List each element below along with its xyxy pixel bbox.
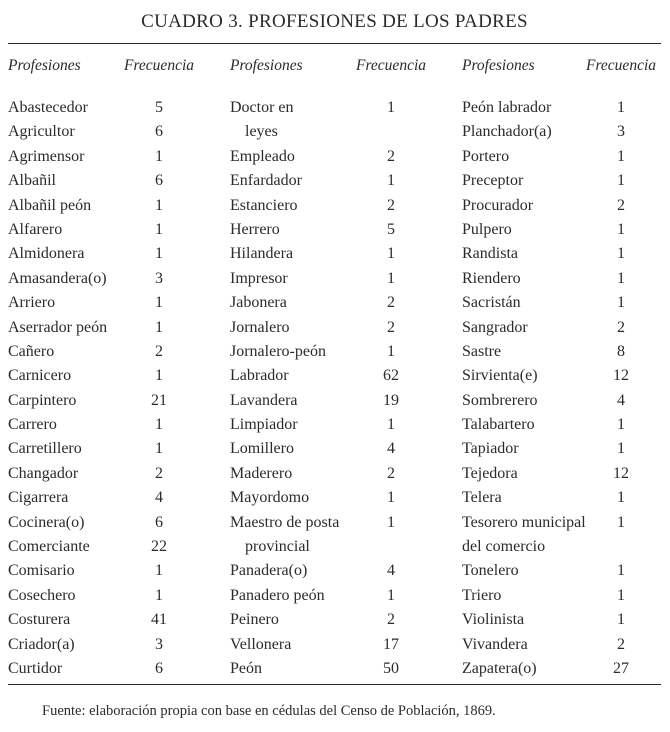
profession-cell: Almidonera	[8, 245, 85, 263]
table-row	[230, 242, 432, 266]
profession-cell: Tesorero municipal	[462, 513, 586, 531]
profession-cell: Agrimensor	[8, 147, 85, 165]
profession-cell: Sacristán	[462, 294, 521, 312]
table-row	[8, 218, 200, 242]
table-row	[8, 242, 200, 266]
profession-cell: Mayordomo	[230, 489, 310, 507]
table-row	[8, 169, 200, 193]
frequency-cell: 1	[617, 245, 625, 263]
profession-cell: leyes	[245, 123, 278, 141]
table-row	[230, 145, 432, 169]
table-row	[8, 437, 200, 461]
frequency-cell: 1	[617, 611, 625, 629]
profession-cell: Planchador(a)	[462, 123, 552, 141]
frequency-cell: 1	[617, 269, 625, 287]
frequency-cell: 1	[155, 586, 163, 604]
table-row	[230, 267, 432, 291]
frequency-cell: 3	[155, 269, 163, 287]
frequency-cell: 1	[387, 489, 395, 507]
table-column-group-3	[462, 96, 662, 681]
frequency-cell: 6	[155, 659, 163, 677]
professions-header: Profesiones	[8, 57, 81, 74]
table-row	[8, 389, 200, 413]
table-row	[462, 657, 662, 681]
table-row	[230, 389, 432, 413]
frequency-cell: 50	[383, 659, 399, 677]
profession-cell: Sirvienta(e)	[462, 367, 538, 385]
profession-cell: Zapatera(o)	[462, 659, 537, 677]
header-group-3	[462, 56, 662, 76]
frequency-cell: 2	[155, 464, 163, 482]
table-row	[462, 511, 662, 535]
frequency-header: Frecuencia	[356, 57, 426, 74]
bottom-rule	[8, 684, 661, 685]
profession-cell: Hilandera	[230, 245, 294, 263]
profession-cell: Impresor	[230, 269, 288, 287]
frequency-cell: 21	[151, 391, 167, 409]
frequency-cell: 62	[383, 367, 399, 385]
table-row	[8, 413, 200, 437]
frequency-cell: 1	[617, 513, 625, 531]
table-row	[462, 194, 662, 218]
profession-cell: Tejedora	[462, 464, 518, 482]
table-row	[230, 120, 432, 144]
profession-cell: Empleado	[230, 147, 295, 165]
profession-cell: Sangrador	[462, 318, 528, 336]
frequency-cell: 2	[617, 196, 625, 214]
profession-cell: Carrero	[8, 416, 57, 434]
profession-cell: Vivandera	[462, 635, 528, 653]
frequency-cell: 4	[387, 440, 395, 458]
table-row	[8, 511, 200, 535]
frequency-cell: 1	[155, 245, 163, 263]
professions-header: Profesiones	[230, 57, 303, 74]
profession-cell: Costurera	[8, 611, 71, 629]
table-row	[462, 96, 662, 120]
profession-cell: Triero	[462, 586, 502, 604]
table-row	[230, 608, 432, 632]
frequency-cell: 2	[387, 318, 395, 336]
profession-cell: Carretillero	[8, 440, 82, 458]
frequency-cell: 2	[387, 464, 395, 482]
frequency-cell: 3	[155, 635, 163, 653]
frequency-cell: 2	[387, 196, 395, 214]
table-row	[462, 535, 662, 559]
profession-cell: Riendero	[462, 269, 521, 287]
profession-cell: Telera	[462, 489, 502, 507]
profession-cell: Labrador	[230, 367, 289, 385]
profession-cell: Limpiador	[230, 416, 298, 434]
table-row	[462, 364, 662, 388]
frequency-cell: 4	[155, 489, 163, 507]
profession-cell: Cañero	[8, 342, 55, 360]
profession-cell: Randista	[462, 245, 518, 263]
table-row	[230, 194, 432, 218]
profession-cell: Curtidor	[8, 659, 63, 677]
frequency-cell: 1	[155, 196, 163, 214]
profession-cell: Peón labrador	[462, 99, 552, 116]
profession-cell: Jornalero-peón	[230, 342, 326, 360]
table-row	[8, 364, 200, 388]
table-row	[230, 511, 432, 535]
frequency-cell: 12	[613, 367, 629, 385]
table-row	[230, 559, 432, 583]
frequency-cell: 2	[387, 611, 395, 629]
frequency-cell: 12	[613, 464, 629, 482]
table-row	[462, 169, 662, 193]
profession-cell: Carnicero	[8, 367, 72, 385]
frequency-cell: 1	[617, 416, 625, 434]
frequency-cell: 41	[151, 611, 167, 629]
frequency-cell: 1	[155, 294, 163, 312]
profession-cell: Herrero	[230, 220, 280, 238]
frequency-cell: 22	[151, 538, 167, 556]
profession-cell: Jabonera	[230, 294, 287, 312]
frequency-cell: 1	[617, 147, 625, 165]
table-row	[462, 633, 662, 657]
table-row	[8, 340, 200, 364]
header-group-2	[230, 56, 432, 76]
frequency-cell: 1	[387, 513, 395, 531]
profession-cell: Panadera(o)	[230, 562, 308, 580]
frequency-cell: 2	[155, 342, 163, 360]
table-row	[230, 437, 432, 461]
profession-cell: Maestro de posta	[230, 513, 340, 531]
table-row	[8, 291, 200, 315]
table-row	[8, 194, 200, 218]
profession-cell: Sombrerero	[462, 391, 538, 409]
table-row	[462, 462, 662, 486]
frequency-cell: 4	[617, 391, 625, 409]
table-row	[462, 584, 662, 608]
source-note: Fuente: elaboración propia con base en cédulas del Censo de Población, 1869.	[42, 703, 496, 720]
frequency-cell: 2	[617, 318, 625, 336]
profession-cell: Doctor en	[230, 99, 294, 116]
table-body	[8, 96, 661, 681]
profession-cell: Cosechero	[8, 586, 76, 604]
profession-cell: Comisario	[8, 562, 75, 580]
table-row	[230, 316, 432, 340]
table-row	[462, 559, 662, 583]
table-column-group-2	[230, 96, 432, 681]
profession-cell: Tonelero	[462, 562, 519, 580]
table-row	[8, 120, 200, 144]
frequency-cell: 6	[155, 172, 163, 190]
table-row	[230, 633, 432, 657]
table-row	[8, 608, 200, 632]
profession-cell: Criador(a)	[8, 635, 75, 653]
table-row	[8, 657, 200, 681]
profession-cell: Pulpero	[462, 220, 512, 238]
frequency-cell: 1	[617, 172, 625, 190]
profession-cell: Aserrador peón	[8, 318, 108, 336]
profession-cell: Albañil peón	[8, 196, 92, 214]
table-row	[8, 462, 200, 486]
table-row	[230, 462, 432, 486]
table-row	[8, 584, 200, 608]
frequency-cell: 1	[155, 440, 163, 458]
profession-cell: Procurador	[462, 196, 534, 214]
table-row	[230, 340, 432, 364]
table-row	[462, 316, 662, 340]
frequency-cell: 1	[617, 489, 625, 507]
frequency-cell: 5	[155, 99, 163, 116]
frequency-header: Frecuencia	[586, 57, 656, 74]
profession-cell: Estanciero	[230, 196, 298, 214]
frequency-cell: 4	[387, 562, 395, 580]
frequency-cell: 1	[617, 586, 625, 604]
frequency-cell: 1	[387, 99, 395, 116]
table-row	[8, 267, 200, 291]
profession-cell: Violinista	[462, 611, 525, 629]
profession-cell: Lomillero	[230, 440, 294, 458]
frequency-cell: 1	[617, 99, 625, 116]
frequency-cell: 1	[617, 294, 625, 312]
profession-cell: Tapiador	[462, 440, 519, 458]
table-row	[462, 145, 662, 169]
frequency-cell: 6	[155, 123, 163, 141]
table-row	[8, 316, 200, 340]
profession-cell: Amasandera(o)	[8, 269, 107, 287]
profession-cell: Vellonera	[230, 635, 292, 653]
profession-cell: Arriero	[8, 294, 56, 312]
profession-cell: Alfarero	[8, 220, 63, 238]
header-group-1	[8, 56, 200, 76]
table-row	[230, 413, 432, 437]
table-row	[8, 535, 200, 559]
profession-cell: Changador	[8, 464, 79, 482]
profession-cell: Enfardador	[230, 172, 302, 190]
table-row	[462, 413, 662, 437]
table-row	[462, 608, 662, 632]
frequency-cell: 1	[387, 245, 395, 263]
frequency-cell: 6	[155, 513, 163, 531]
frequency-cell: 2	[387, 294, 395, 312]
frequency-cell: 8	[617, 342, 625, 360]
frequency-cell: 1	[617, 440, 625, 458]
profession-cell: Albañil	[8, 172, 56, 190]
table-row	[462, 389, 662, 413]
table-row	[230, 584, 432, 608]
table-row	[462, 437, 662, 461]
table-row	[462, 267, 662, 291]
frequency-cell: 1	[387, 172, 395, 190]
profession-cell: Preceptor	[462, 172, 524, 190]
frequency-cell: 5	[387, 220, 395, 238]
table-row	[8, 559, 200, 583]
table-row	[462, 291, 662, 315]
profession-cell: Peinero	[230, 611, 279, 629]
table-row	[462, 218, 662, 242]
profession-cell: Cigarrera	[8, 489, 69, 507]
profession-cell: provincial	[245, 538, 310, 556]
table-column-group-1	[8, 96, 200, 681]
table-row	[8, 486, 200, 510]
table-row	[230, 486, 432, 510]
table-row	[230, 291, 432, 315]
profession-cell: Peón	[230, 659, 262, 677]
profession-cell: Portero	[462, 147, 510, 165]
profession-cell: Agricultor	[8, 123, 75, 141]
frequency-cell: 1	[155, 220, 163, 238]
profession-cell: Cocinera(o)	[8, 513, 85, 531]
profession-cell: Maderero	[230, 464, 293, 482]
frequency-cell: 1	[155, 562, 163, 580]
frequency-cell: 27	[613, 659, 629, 677]
frequency-cell: 2	[387, 147, 395, 165]
table-row	[462, 242, 662, 266]
profession-cell: Sastre	[462, 342, 502, 360]
table-row	[462, 120, 662, 144]
table-row	[462, 340, 662, 364]
profession-cell: Jornalero	[230, 318, 290, 336]
profession-cell: Panadero peón	[230, 586, 325, 604]
frequency-cell: 19	[383, 391, 399, 409]
frequency-cell: 17	[383, 635, 399, 653]
table-row	[8, 145, 200, 169]
profession-cell: del comercio	[462, 538, 546, 556]
table-row	[230, 218, 432, 242]
frequency-cell: 3	[617, 123, 625, 141]
frequency-cell: 1	[617, 220, 625, 238]
profession-cell: Talabartero	[462, 416, 535, 434]
table-row	[230, 535, 432, 559]
table-header-row	[8, 56, 661, 76]
top-rule	[8, 43, 661, 44]
profession-cell: Lavandera	[230, 391, 298, 409]
frequency-cell: 1	[387, 269, 395, 287]
table-title: CUADRO 3. PROFESIONES DE LOS PADRES	[141, 11, 528, 32]
professions-header: Profesiones	[462, 57, 535, 74]
profession-cell: Carpintero	[8, 391, 77, 409]
table-row	[230, 169, 432, 193]
table-row	[230, 96, 432, 120]
profession-cell: Comerciante	[8, 538, 90, 556]
frequency-cell: 1	[387, 416, 395, 434]
frequency-cell: 1	[155, 318, 163, 336]
frequency-cell: 1	[155, 147, 163, 165]
table-row	[462, 486, 662, 510]
frequency-cell: 1	[155, 367, 163, 385]
table-row	[230, 657, 432, 681]
frequency-header: Frecuencia	[124, 57, 194, 74]
frequency-cell: 1	[617, 562, 625, 580]
frequency-cell: 1	[387, 586, 395, 604]
frequency-cell: 1	[155, 416, 163, 434]
frequency-cell: 1	[387, 342, 395, 360]
frequency-cell: 2	[617, 635, 625, 653]
profession-cell: Abastecedor	[8, 99, 88, 116]
table-row	[230, 364, 432, 388]
table-row	[8, 633, 200, 657]
table-row	[8, 96, 200, 120]
